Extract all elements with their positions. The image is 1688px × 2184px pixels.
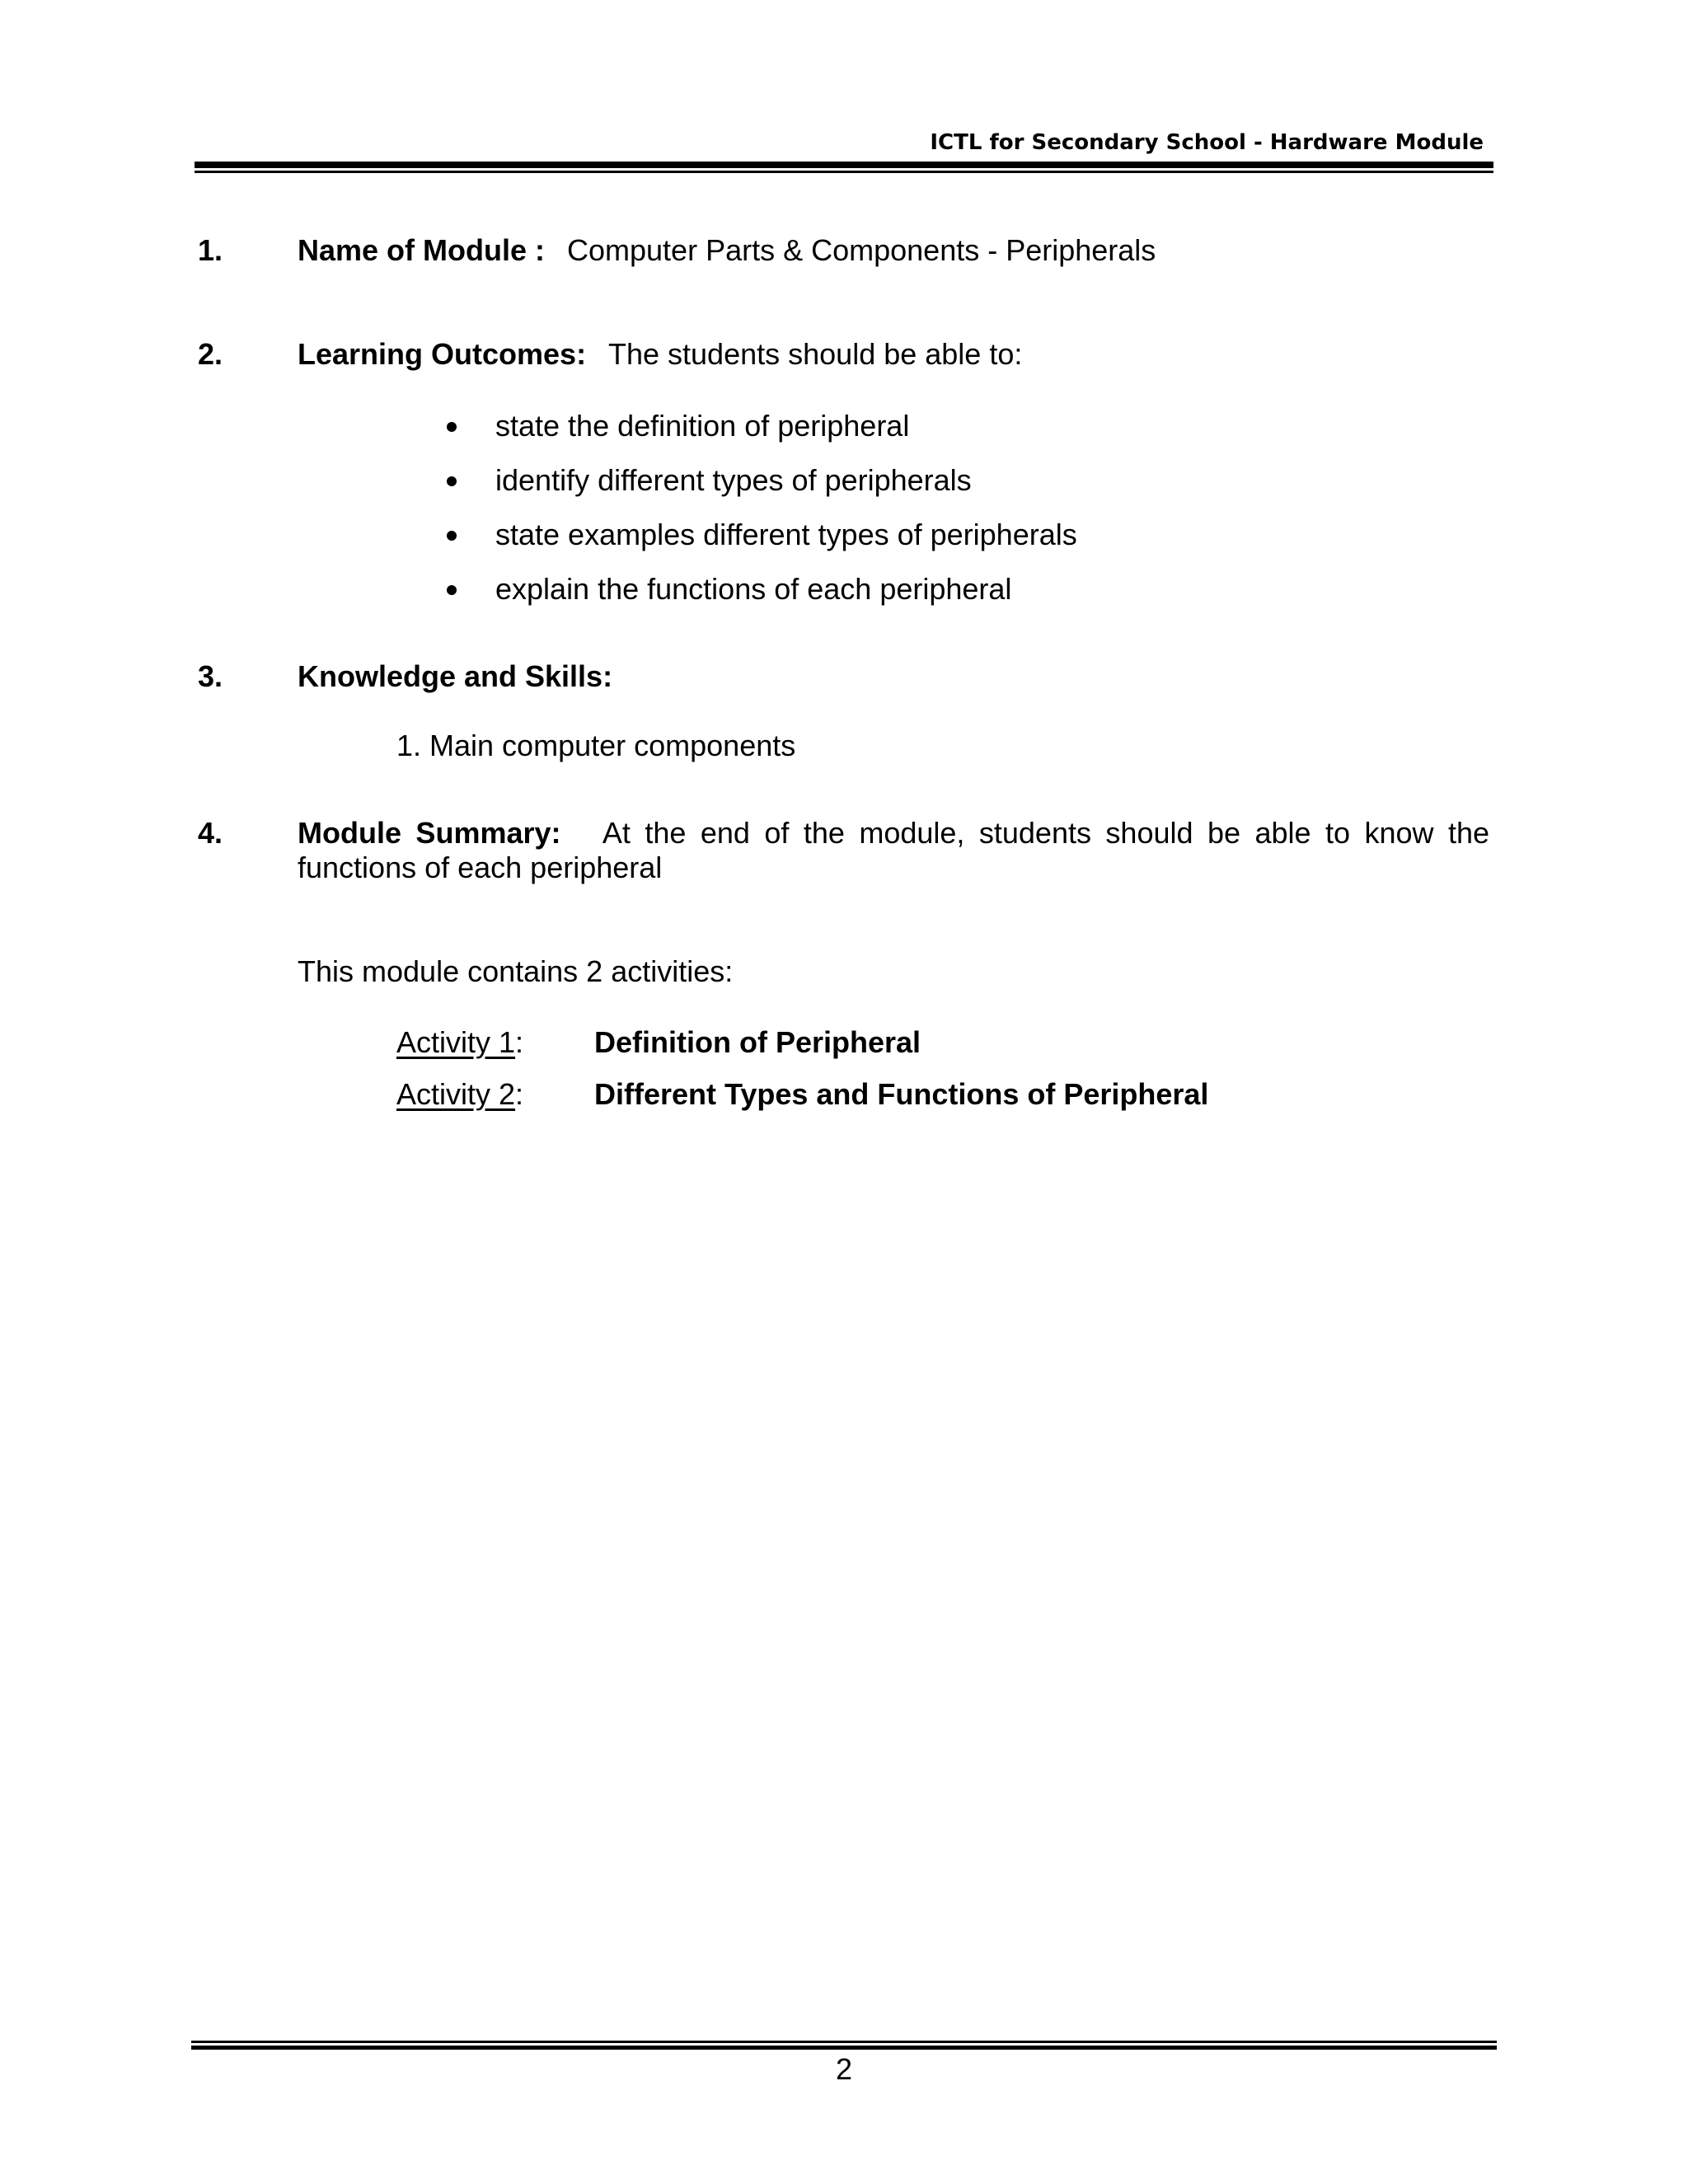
section-2-number: 2.: [198, 337, 223, 371]
activity-1-row: Activity 1:: [396, 1025, 524, 1059]
activity-2-label: Activity 2: [396, 1077, 516, 1111]
section-1-label: Name of Module :: [298, 233, 546, 267]
section-2-value: The students should be able to:: [608, 337, 1023, 371]
activity-1-label: Activity 1: [396, 1025, 516, 1059]
bullet-dot: [447, 585, 457, 595]
module-summary-paragraph: [298, 816, 1489, 885]
running-header-title: ICTL for Secondary School - Hardware Module: [930, 130, 1484, 155]
activities-intro: This module contains 2 activities:: [298, 954, 734, 988]
header-rule: [195, 162, 1493, 173]
learning-outcome-item: state the definition of peripheral: [495, 409, 910, 443]
section-2-label: Learning Outcomes:: [298, 337, 587, 371]
activity-2-row: Activity 2:: [396, 1077, 524, 1111]
bullet-dot: [447, 531, 457, 541]
knowledge-item: 1. Main computer components: [396, 729, 796, 762]
section-1-value: Computer Parts & Components - Peripherals: [567, 233, 1156, 267]
page-number: 2: [835, 2052, 853, 2086]
section-3-label: Knowledge and Skills:: [298, 659, 613, 693]
activity-2-title: Different Types and Functions of Peripheral: [594, 1077, 1209, 1111]
section-4-number: 4.: [198, 816, 223, 850]
bullet-dot: [447, 476, 457, 486]
section-4-label: Module Summary:: [298, 816, 561, 850]
bullet-dot: [447, 422, 457, 432]
learning-outcome-item: state examples different types of peripherals: [495, 518, 1077, 551]
section-4-value: At the end of the module, students should be able to know the functions of each peripheral: [298, 816, 1489, 884]
activity-1-title: Definition of Peripheral: [594, 1025, 921, 1059]
section-3-number: 3.: [198, 659, 223, 693]
learning-outcome-item: identify different types of peripherals: [495, 463, 972, 497]
section-1-number: 1.: [198, 233, 223, 267]
learning-outcome-item: explain the functions of each peripheral: [495, 572, 1012, 606]
footer-rule: [191, 2041, 1497, 2050]
